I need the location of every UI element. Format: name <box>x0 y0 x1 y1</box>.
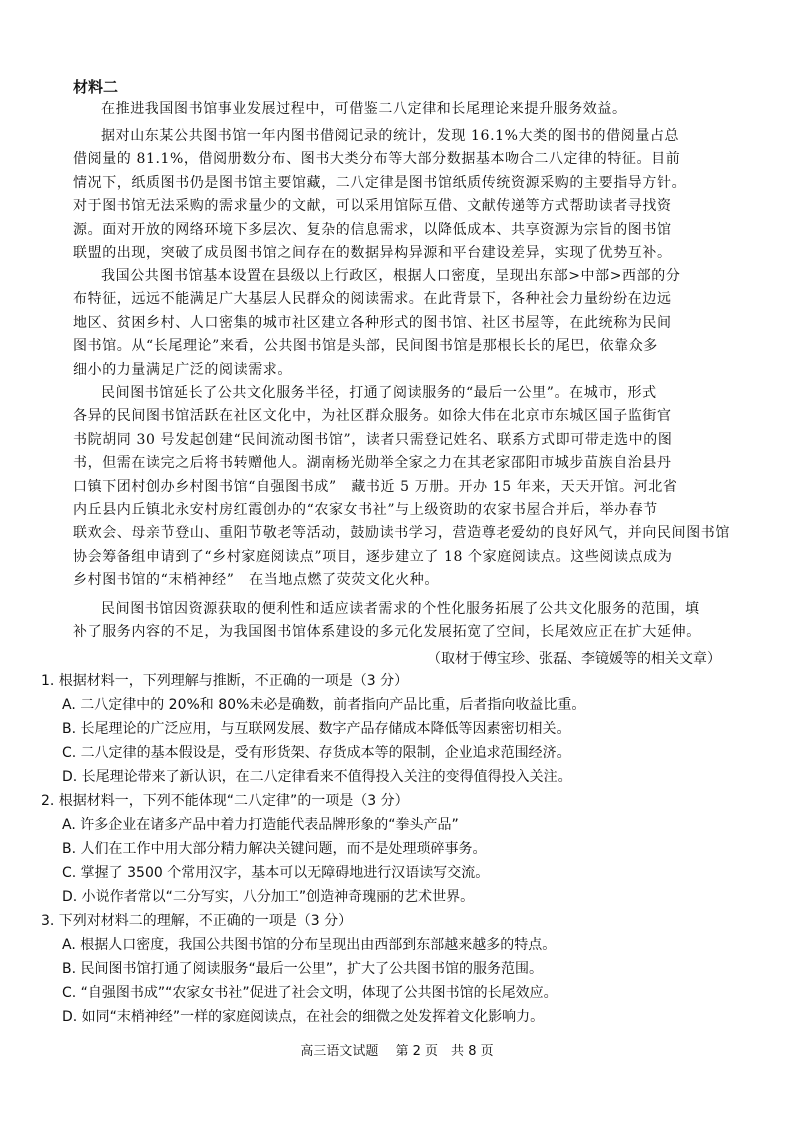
question-1-stem: 1. 根据材料一，下列理解与推断，不正确的一项是（3 分） <box>41 673 409 689</box>
page-footer: 高三语文试题 第 2 页 共 8 页 <box>300 1044 494 1059</box>
paragraph-1 <box>73 98 721 121</box>
paragraph-3 <box>73 265 721 382</box>
question-3-option-c: C. “自强图书成”“农家女书社”促进了社会文明，体现了公共图书馆的长尾效应。 <box>62 985 558 1001</box>
question-3-option-d: D. 如同“末梢神经”一样的家庭阅读点，在社会的细微之处发挥着文化影响力。 <box>62 1009 545 1025</box>
paragraph-line: 布特征，远远不能满足广大基层人民群众的阅读需求。在此背景下，各种社会力量纷纷在边远 <box>73 291 672 308</box>
paragraph-line: 内丘县内丘镇北永安村房红霞创办的“农家女书社”与上级资助的农家书屋合并后，举办春节 <box>73 502 658 519</box>
paragraph-line: 口镇下团村创办乡村图书馆“自强图书成” 藏书近 5 万册。开办 15 年来，天天开馆。河北省 <box>73 478 678 495</box>
paragraph-line: 书，但需在读完之后将书转赠他人。湖南杨光勋举全家之力在其老家邵阳市城步苗族自治县丹 <box>73 455 672 472</box>
paragraph-line: 借阅量的 81.1%，借阅册数分布、图书大类分布等大部分数据基本吻合二八定律的特征。目前 <box>73 151 681 168</box>
paragraph-line: 书院胡同 30 号发起创建“民间流动图书馆”，读者只需登记姓名、联系方式即可带走选中的图 <box>73 431 673 448</box>
section-title: 材料二 <box>73 78 119 96</box>
paragraph-5 <box>73 598 721 645</box>
paragraph-line: 我国公共图书馆基本设置在县级以上行政区，根据人口密度，呈现出东部>中部>西部的分 <box>101 268 681 284</box>
paragraph-line: 协会筹备组申请到了“乡村家庭阅读点”项目，逐步建立了 18 个家庭阅读点。这些阅读点成为 <box>73 548 673 565</box>
paragraph-2 <box>73 125 721 265</box>
question-1-option-b: B. 长尾理论的广泛应用，与互联网发展、数字产品存储成本降低等因素密切相关。 <box>62 721 571 737</box>
paragraph-line: 乡村图书馆的“末梢神经” 在当地点燃了荧荧文化火种。 <box>73 572 439 589</box>
paragraph-line: 各异的民间图书馆活跃在社区文化中，为社区群众服务。如徐大伟在北京市东城区国子监街官 <box>73 408 672 425</box>
paragraph-line: 在推进我国图书馆事业发展过程中，可借鉴二八定律和长尾理论来提升服务效益。 <box>101 101 627 117</box>
question-3-stem: 3. 下列对材料二的理解，不正确的一项是（3 分） <box>41 913 353 929</box>
paragraph-line: 据对山东某公共图书馆一年内图书借阅记录的统计，发现 16.1%大类的图书的借阅量占总 <box>101 128 680 144</box>
question-3-option-b: B. 民间图书馆打通了阅读服务“最后一公里”，扩大了公共图书馆的服务范围。 <box>62 961 544 977</box>
question-2-option-a: A. 许多企业在诸多产品中着力打造能代表品牌形象的“拳头产品” <box>62 817 459 833</box>
paragraph-4 <box>73 382 730 593</box>
paragraph-line: 民间图书馆延长了公共文化服务半径，打通了阅读服务的“最后一公里”。在城市，形式 <box>101 385 657 401</box>
question-2-option-d: D. 小说作者常以“二分写实，八分加工”创造神奇瑰丽的艺术世界。 <box>62 889 475 905</box>
paragraph-line: 情况下，纸质图书仍是图书馆主要馆藏，二八定律是图书馆纸质传统资源采购的主要指导方针。 <box>73 174 687 191</box>
question-1-option-d: D. 长尾理论带来了新认识，在二八定律看来不值得投入关注的变得值得投入关注。 <box>62 769 572 785</box>
question-1-option-a: A. 二八定律中的 20%和 80%未必是确数，前者指向产品比重，后者指向收益比重。 <box>62 697 586 713</box>
paragraph-line: 对于图书馆无法采购的需求量少的文献，可以采用馆际互借、文献传递等方式帮助读者寻找资 <box>73 198 672 215</box>
question-2-option-b: B. 人们在工作中用大部分精力解决关键问题，而不是处理琐碎事务。 <box>62 841 487 857</box>
question-2-stem: 2. 根据材料一，下列不能体现“二八定律”的一项是（3 分） <box>41 793 409 809</box>
paragraph-line: 补了服务内容的不足，为我国图书馆体系建设的多元化发展拓宽了空间，长尾效应正在扩大延伸。 <box>73 624 701 641</box>
paragraph-line: 图书馆。从“长尾理论”来看，公共图书馆是头部，民间图书馆是那根长长的尾巴，依靠众多 <box>73 338 658 355</box>
source-note: （取材于傅宝珍、张磊、李镜媛等的相关文章） <box>427 651 721 667</box>
question-1-option-c: C. 二八定律的基本假设是，受有形货架、存货成本等的限制，企业追求范围经济。 <box>62 745 571 761</box>
paragraph-line: 联盟的出现，突破了成员图书馆之间存在的数据异构异源和平台建设差异，实现了优势互补。 <box>73 245 672 262</box>
paragraph-line: 联欢会、母亲节登山、重阳节敬老等活动，鼓励读书学习，营造尊老爱幼的良好风气，并向民间图书馆 <box>73 525 730 542</box>
question-2-option-c: C. 掌握了 3500 个常用汉字，基本可以无障碍地进行汉语读写交流。 <box>62 865 490 881</box>
paragraph-line: 细小的力量满足广泛的阅读需求。 <box>73 361 292 378</box>
paragraph-line: 源。面对开放的网络环境下多层次、复杂的信息需求，以降低成本、共享资源为宗旨的图书馆 <box>73 221 672 238</box>
paragraph-line: 民间图书馆因资源获取的便利性和适应读者需求的个性化服务拓展了公共文化服务的范围，填 <box>101 601 700 617</box>
question-3-option-a: A. 根据人口密度，我国公共图书馆的分布呈现出由西部到东部越来越多的特点。 <box>62 937 557 953</box>
paragraph-line: 地区、贫困乡村、人口密集的城市社区建立各种形式的图书馆、社区书屋等，在此统称为民间 <box>73 314 672 331</box>
